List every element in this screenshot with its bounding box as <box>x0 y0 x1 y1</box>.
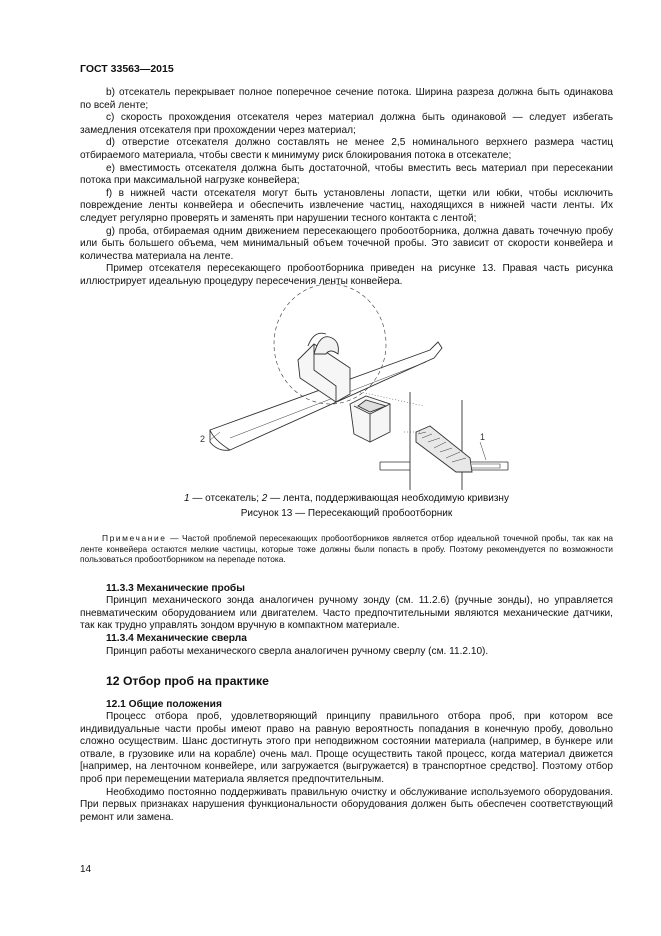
section-11-3-3-body <box>80 595 613 633</box>
note-label: Примечание <box>102 533 167 543</box>
section-11-3-4-body <box>80 646 613 659</box>
label-1: 1 <box>480 432 486 442</box>
cutter-arm <box>314 337 338 354</box>
paragraph-g: g) проба, отбираемая одним движением пересекающего пробоотборника, должна давать точечную пробу или быть большего объема, чем минимальный объем точечной пробы. Это зависит от скорости конвейера и количества материала на ленте. <box>80 225 613 262</box>
legend-number-2: 2 <box>261 493 268 504</box>
leader-line-1 <box>480 442 486 460</box>
side-view-belt-left <box>380 462 410 470</box>
side-view-cutter-edge <box>472 464 500 468</box>
legend-text-1: — отсекатель; <box>189 493 262 504</box>
section-12-heading: 12 Отбор проб на практике <box>106 674 269 688</box>
note <box>80 533 613 565</box>
paragraph-figure-intro: Пример отсекателя пересекающего пробоотборника приведен на рисунке 13. Правая часть рисунка иллюстрирует идеальную процедуру пересечения ленты конвейера. <box>80 263 613 287</box>
figure-legend <box>80 493 613 506</box>
figure-caption: Рисунок 13 — Пересекающий пробоотборник <box>240 508 453 519</box>
section-12-1-paragraph-1: Процесс отбора проб, удовлетворяющий принципу правильного отбора проб, при котором все индивидуальные части пробы имеют право на равную вероятность попадания в конечную пробу, довольно сложно осуществим. Шанс достигнуть этого при неподвижном состоянии материала (например, в бункере или отвале, в грузовике или на корабле) очень мал. Проще осуществить такой процесс, когда материал движется [например, на ленточном конвейере, или загружается (выгружается) в транспортное средство]. Поэтому отбор проб при перемещении материала является предпочтительным. <box>80 711 613 785</box>
figure-13-drawing <box>190 282 510 495</box>
belt-edge-curve <box>210 430 230 450</box>
section-12-1-paragraph-2: Необходимо постоянно поддерживать правильную очистку и обслуживание используемого оборудования. При первых признаках нарушения функциональности оборудования должен быть обеспечен соответствующий ремонт или замена. <box>80 786 613 823</box>
section-11-3-3-heading: 11.3.3 Механические пробы <box>106 583 245 594</box>
page-number: 14 <box>80 864 92 875</box>
legend-number-1: 1 <box>184 493 190 504</box>
paragraph-d: d) отверстие отсекателя должно составлять не менее 2,5 номинального верхнего размера частиц отбираемого материала, чтобы свести к минимуму риск блокирования потока в отсекателе; <box>80 137 613 161</box>
section-11-3-4-heading: 11.3.4 Механические сверла <box>106 633 247 644</box>
paragraph-e: e) вместимость отсекателя должна быть достаточной, чтобы вместить весь материал при пересекании потока при максимальной нагрузке конвейера; <box>80 162 613 187</box>
document-header: ГОСТ 33563—2015 <box>80 63 174 75</box>
section-11-3-4-text: Принцип работы механического сверла аналогичен ручному сверлу (см. 11.2.10). <box>106 646 489 657</box>
label-2: 2 <box>200 434 206 444</box>
top-paragraphs <box>80 87 613 289</box>
cross-belt-sampler-illustration <box>190 282 510 490</box>
section-12-1-body <box>80 711 613 824</box>
side-view-cutter <box>416 426 472 472</box>
legend-text-2: — лента, поддерживающая необходимую кривизну <box>267 493 509 504</box>
section-11-3-3-text: Принцип механического зонда аналогичен ручному зонду (см. 11.2.6) (ручные зонды), но управляется пневматическим оборудованием или двигателем. Часто предпочтительными являются механические датчики, так как трудно управлять зондом вручную в компактном материале. <box>80 595 613 632</box>
paragraph-f: f) в нижней части отсекателя могут быть установлены лопасти, щетки или юбки, чтобы исключить повреждение ленты конвейера и обеспечить извлечение частиц, находящихся в нижней части ленты. Их следует регулярно проверять и заменять при нарушении тесного контакта с лентой; <box>80 187 613 224</box>
note-text: — Частой проблемой пересекающих пробоотборников является отбор идеальной точечной пробы, так как на ленте конвейера остаются мелкие частицы, которые тоже должны были попасть в пробу. Поэтому рекомендуется по возможности пользоваться пробоотборником на перепаде потока. <box>80 533 613 565</box>
section-12-1-heading: 12.1 Общие положения <box>106 699 222 710</box>
paragraph-c: c) скорость прохождения отсекателя через материал должна быть одинаковой — следует избегать замедления отсекателя при прохождении через материал; <box>80 112 613 136</box>
paragraph-b: b) отсекатель перекрывает полное поперечное сечение потока. Ширина разреза должна быть одинакова по всей ленте; <box>80 87 613 111</box>
